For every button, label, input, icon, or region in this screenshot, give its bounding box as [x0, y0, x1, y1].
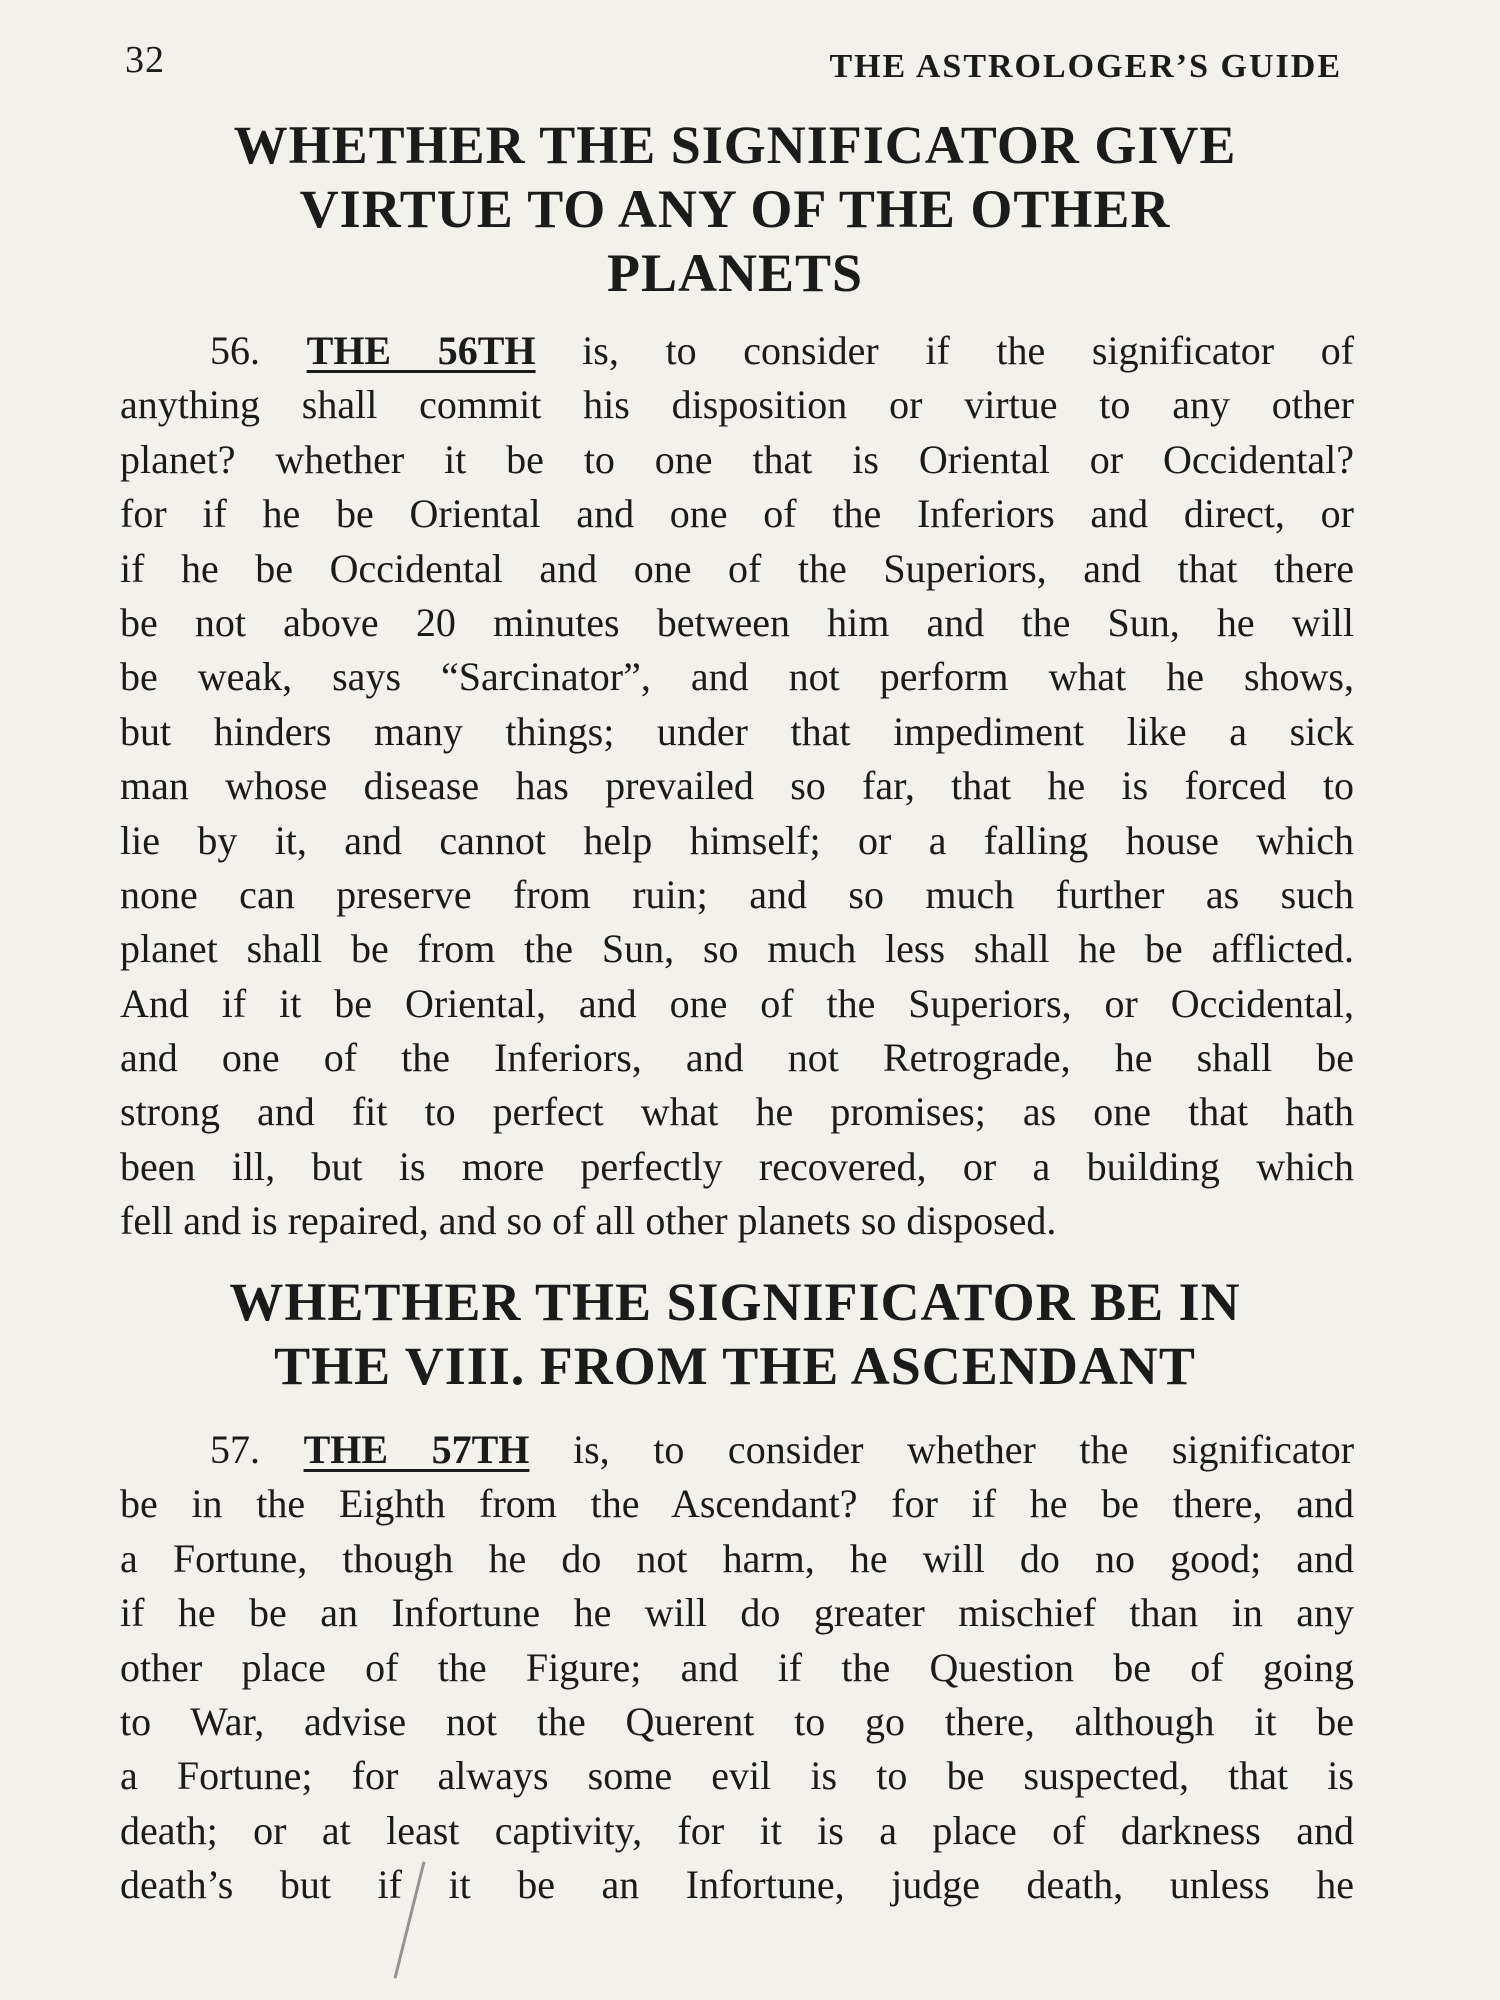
heading-line: WHETHER THE SIGNIFICATOR BE IN: [229, 1272, 1241, 1332]
paragraph-line: death’s but if it be an Infortune, judge death, unless he: [120, 1862, 1354, 1908]
section-heading-56: [150, 113, 1320, 305]
paragraph-line: And if it be Oriental, and one of the Superiors, or Occidental,: [120, 980, 1354, 1026]
paragraph-line: man whose disease has prevailed so far, that he is forced to: [120, 763, 1354, 809]
paragraph-line: a Fortune; for always some evil is to be suspected, that is: [120, 1753, 1354, 1799]
heading-line: THE VIII. FROM THE ASCENDANT: [274, 1336, 1196, 1396]
paragraph-line: and one of the Inferiors, and not Retrograde, he shall be: [120, 1035, 1354, 1081]
heading-line: PLANETS: [606, 243, 864, 303]
paragraph-text: is, to consider whether the significator: [573, 1427, 1355, 1472]
section-heading-57: [150, 1270, 1320, 1398]
paragraph-56: [120, 324, 1354, 1249]
paragraph-line: none can preserve from ruin; and so much further as such: [120, 871, 1354, 917]
page-number: 32: [125, 39, 165, 81]
heading-line: WHETHER THE SIGNIFICATOR GIVE: [233, 115, 1237, 175]
paragraph-line: death; or at least captivity, for it is a place of darkness and: [120, 1807, 1354, 1853]
paragraph-line: be weak, says “Sarcinator”, and not perform what he shows,: [120, 654, 1354, 700]
paragraph-lead: THE 57TH: [303, 1427, 530, 1472]
paragraph-number: 57.: [210, 1427, 260, 1472]
paragraph-line: be in the Eighth from the Ascendant? for if he be there, and: [120, 1481, 1354, 1527]
paragraph-line: for if he be Oriental and one of the Inferiors and direct, or: [120, 491, 1354, 537]
paragraph-57: [120, 1423, 1354, 1913]
paragraph-line: been ill, but is more perfectly recovered, or a building which: [120, 1143, 1354, 1189]
heading-line: VIRTUE TO ANY OF THE OTHER: [299, 179, 1171, 239]
paragraph-line: anything shall commit his disposition or virtue to any other: [120, 382, 1354, 428]
paragraph-first-line: [120, 324, 1354, 378]
paragraph-text: is, to consider if the significator of: [582, 328, 1355, 373]
paragraph-line: a Fortune, though he do not harm, he will do no good; and: [120, 1535, 1354, 1581]
paragraph-line: other place of the Figure; and if the Question be of going: [120, 1644, 1354, 1690]
paragraph-line: but hinders many things; under that impediment like a sick: [120, 708, 1354, 754]
paragraph-lead: THE 56TH: [306, 328, 536, 373]
paragraph-line: fell and is repaired, and so of all other planets so disposed.: [120, 1198, 1057, 1244]
paragraph-line: if he be an Infortune he will do greater mischief than in any: [120, 1590, 1354, 1636]
paragraph-number: 56.: [210, 328, 260, 373]
paragraph-line: lie by it, and cannot help himself; or a falling house which: [120, 817, 1354, 863]
paragraph-line: to War, advise not the Querent to go there, although it be: [120, 1698, 1354, 1744]
paragraph-first-line: [120, 1423, 1354, 1477]
paragraph-line: planet? whether it be to one that is Oriental or Occidental?: [120, 436, 1354, 482]
paragraph-line: be not above 20 minutes between him and the Sun, he will: [120, 599, 1354, 645]
paragraph-line: planet shall be from the Sun, so much less shall he be afflicted.: [120, 926, 1354, 972]
paragraph-line: strong and fit to perfect what he promises; as one that hath: [120, 1089, 1354, 1135]
running-head: THE ASTROLOGER’S GUIDE: [829, 48, 1342, 85]
paragraph-line: if he be Occidental and one of the Superiors, and that there: [120, 545, 1354, 591]
